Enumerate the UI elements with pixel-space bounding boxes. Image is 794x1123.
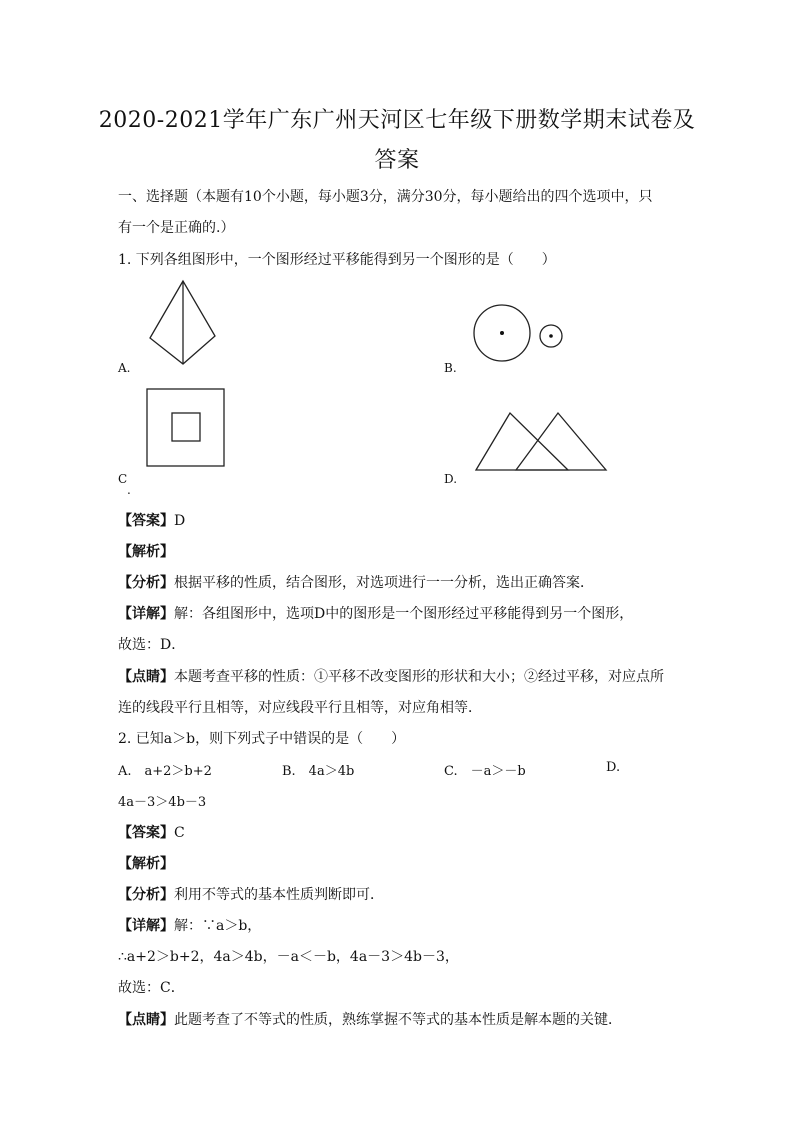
q1-xiangjie [118, 603, 633, 623]
q2-analysis-tag: 【解析】 [118, 856, 174, 872]
q2-fenxi-tag: 【分析】 [118, 887, 174, 903]
q1-figure-b-circles [470, 302, 570, 366]
q1-option-a-label: A. [118, 361, 131, 375]
q1-option-c-label: C [118, 472, 128, 486]
document-title-line1: 2020-2021学年广东广州天河区七年级下册数学期末试卷及 [98, 108, 696, 133]
q2-answer-value: C [174, 825, 185, 841]
q1-figure-c-squares [145, 387, 227, 469]
q2-option-d: D. [606, 760, 621, 775]
q2-therefore-line: ∴a+2＞b+2，4a＞4b，－a＜－b，4a－3＞4b－3， [118, 949, 459, 965]
section-header-line2: 有一个是正确的.） [118, 220, 235, 236]
q1-fenxi [118, 572, 594, 592]
q1-option-d-label: D. [444, 472, 458, 486]
q2-dianjing [118, 1009, 622, 1029]
q2-xiangjie-text: 解：∵a＞b， [174, 918, 262, 934]
q1-fenxi-text: 根据平移的性质，结合图形，对选项进行一一分析，选出正确答案． [174, 575, 594, 591]
q1-option-c-dot: . [127, 483, 131, 497]
q2-guxuan: 故选：C． [118, 980, 185, 996]
q2-xiangjie [118, 915, 261, 935]
q2-fenxi [118, 884, 384, 904]
q1-analysis-tag: 【解析】 [118, 544, 174, 560]
document-title-line2: 答案 [374, 148, 420, 173]
section-header-line1: 一、选择题（本题有10个小题，每小题3分，满分30分，每小题给出的四个选项中，只 [118, 189, 653, 205]
q1-fenxi-tag: 【分析】 [118, 575, 174, 591]
q1-figure-a-kite [145, 278, 220, 368]
q1-figure-d-triangles [472, 410, 612, 474]
q1-xiangjie-tag: 【详解】 [118, 606, 174, 622]
q2-option-b: B. 4a＞4b [282, 764, 355, 779]
q1-answer-value: D [174, 513, 186, 529]
q2-dianjing-text: 此题考查了不等式的性质，熟练掌握不等式的基本性质是解本题的关键． [174, 1012, 622, 1028]
q1-answer-tag: 【答案】 [118, 513, 174, 529]
q2-fenxi-text: 利用不等式的基本性质判断即可． [174, 887, 384, 903]
q2-option-d-cont: 4a－3＞4b－3 [118, 795, 207, 810]
q2-answer [118, 822, 185, 842]
q1-xiangjie-text: 解：各组图形中，选项D中的图形是一个图形经过平移能得到另一个图形， [174, 606, 634, 622]
q1-answer [118, 510, 185, 530]
q1-dianjing-tag: 【点睛】 [118, 669, 174, 685]
q2-stem: 2. 已知a＞b，则下列式子中错误的是（ ） [118, 731, 406, 747]
q1-option-b-label: B. [444, 361, 457, 375]
q1-guxuan: 故选：D． [118, 637, 186, 653]
q2-xiangjie-tag: 【详解】 [118, 918, 174, 934]
q1-dianjing-text1: 本题考查平移的性质：①平移不改变图形的形状和大小；②经过平移，对应点所 [174, 669, 664, 685]
q2-option-c: C. －a＞－b [444, 764, 526, 779]
q1-dianjing [118, 666, 664, 686]
q2-answer-tag: 【答案】 [118, 825, 174, 841]
q2-option-a: A. a+2＞b+2 [118, 764, 212, 779]
q1-stem: 1. 下列各组图形中，一个图形经过平移能得到另一个图形的是（ ） [118, 252, 556, 268]
q1-dianjing-line2: 连的线段平行且相等，对应线段平行且相等，对应角相等． [118, 700, 482, 716]
q2-dianjing-tag: 【点睛】 [118, 1012, 174, 1028]
